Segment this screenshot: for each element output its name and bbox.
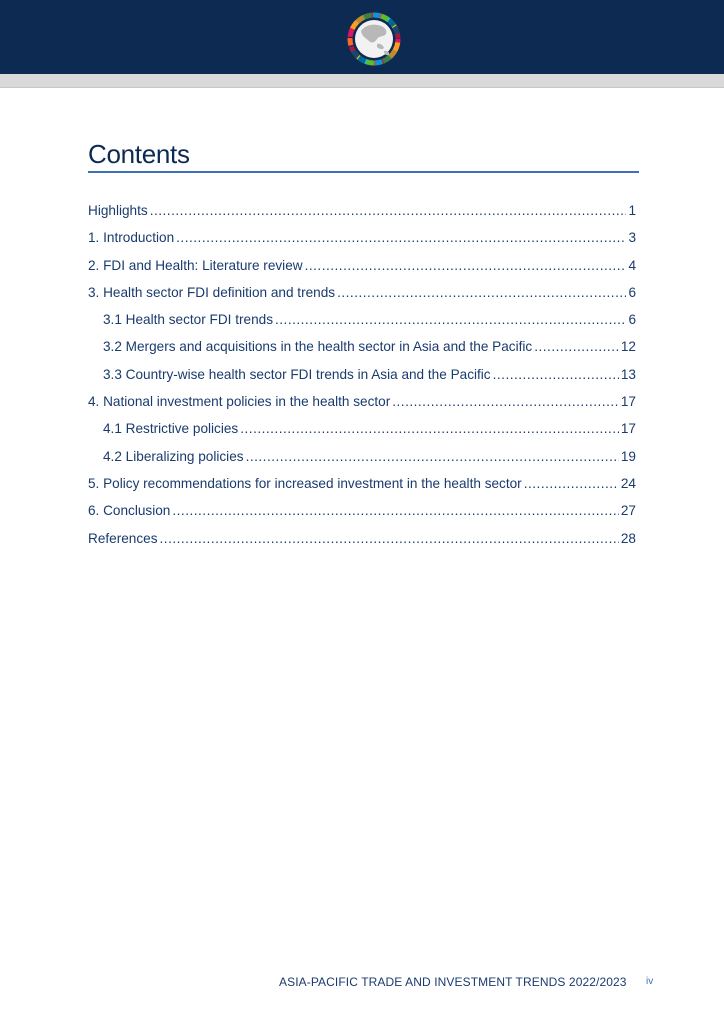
toc-dot-leader — [337, 283, 626, 303]
sdg-globe-wheel-icon — [344, 9, 404, 69]
toc-dot-leader — [150, 201, 627, 221]
toc-dot-leader — [275, 310, 626, 330]
toc-entry-page[interactable]: 24 — [620, 475, 636, 491]
title-rule — [88, 171, 639, 173]
table-of-contents — [88, 201, 636, 556]
toc-entry[interactable] — [88, 283, 636, 310]
toc-entry-page[interactable]: 4 — [628, 257, 636, 273]
toc-entry-label[interactable]: 3.1 Health sector FDI trends — [103, 312, 273, 328]
toc-dot-leader — [305, 256, 627, 276]
toc-dot-leader — [240, 419, 619, 439]
toc-entry-label[interactable]: 6. Conclusion — [88, 503, 171, 519]
toc-entry-label[interactable]: 1. Introduction — [88, 230, 175, 246]
toc-entry[interactable] — [88, 529, 636, 556]
toc-entry[interactable] — [88, 337, 636, 364]
toc-entry-label[interactable]: 3.2 Mergers and acquisitions in the health sector in Asia and the Pacific — [103, 339, 533, 355]
toc-entry-label[interactable]: 2. FDI and Health: Literature review — [88, 257, 303, 273]
toc-entry-page[interactable]: 12 — [620, 339, 636, 355]
toc-dot-leader — [160, 529, 619, 549]
toc-entry[interactable] — [88, 228, 636, 255]
toc-entry[interactable] — [88, 365, 636, 392]
toc-entry-label[interactable]: Highlights — [88, 203, 148, 218]
toc-dot-leader — [172, 501, 619, 521]
toc-entry-label[interactable]: 4.2 Liberalizing policies — [103, 448, 244, 464]
header-strip — [0, 74, 724, 88]
toc-dot-leader — [534, 337, 619, 357]
footer-page-number: iv — [646, 976, 654, 987]
toc-entry[interactable] — [88, 447, 636, 474]
toc-entry-label[interactable]: 4.1 Restrictive policies — [103, 421, 239, 437]
toc-dot-leader — [392, 392, 619, 412]
toc-entry[interactable] — [88, 392, 636, 419]
toc-entry[interactable] — [88, 419, 636, 446]
toc-entry-page[interactable]: 17 — [620, 421, 636, 437]
toc-entry-label[interactable]: 3. Health sector FDI definition and trends — [88, 284, 336, 300]
toc-entry-page[interactable]: 17 — [620, 394, 636, 410]
toc-entry-label[interactable]: 4. National investment policies in the health sector — [88, 394, 391, 410]
toc-dot-leader — [493, 365, 619, 385]
toc-entry-page[interactable]: 6 — [628, 312, 636, 328]
toc-entry-page[interactable]: 3 — [628, 230, 636, 246]
toc-dot-leader — [524, 474, 619, 494]
toc-entry-label[interactable]: References — [88, 530, 158, 546]
toc-entry[interactable] — [88, 474, 636, 501]
toc-entry[interactable] — [88, 201, 636, 228]
footer-title: ASIA-PACIFIC TRADE AND INVESTMENT TRENDS 2022/2023 — [279, 975, 627, 989]
toc-dot-leader — [176, 228, 626, 248]
toc-entry-page[interactable]: 1 — [628, 203, 636, 218]
toc-entry-page[interactable]: 27 — [620, 503, 636, 519]
toc-entry[interactable] — [88, 310, 636, 337]
toc-entry-page[interactable]: 28 — [620, 530, 636, 546]
toc-entry[interactable] — [88, 256, 636, 283]
toc-entry[interactable] — [88, 501, 636, 528]
toc-entry-label[interactable]: 3.3 Country-wise health sector FDI trends in Asia and the Pacific — [103, 366, 491, 382]
page-title: Contents — [88, 139, 190, 169]
toc-entry-label[interactable]: 5. Policy recommendations for increased investment in the health sector — [88, 475, 522, 491]
toc-entry-page[interactable]: 6 — [628, 284, 636, 300]
toc-entry-page[interactable]: 13 — [620, 366, 636, 382]
toc-dot-leader — [246, 447, 619, 467]
toc-entry-page[interactable]: 19 — [620, 448, 636, 464]
